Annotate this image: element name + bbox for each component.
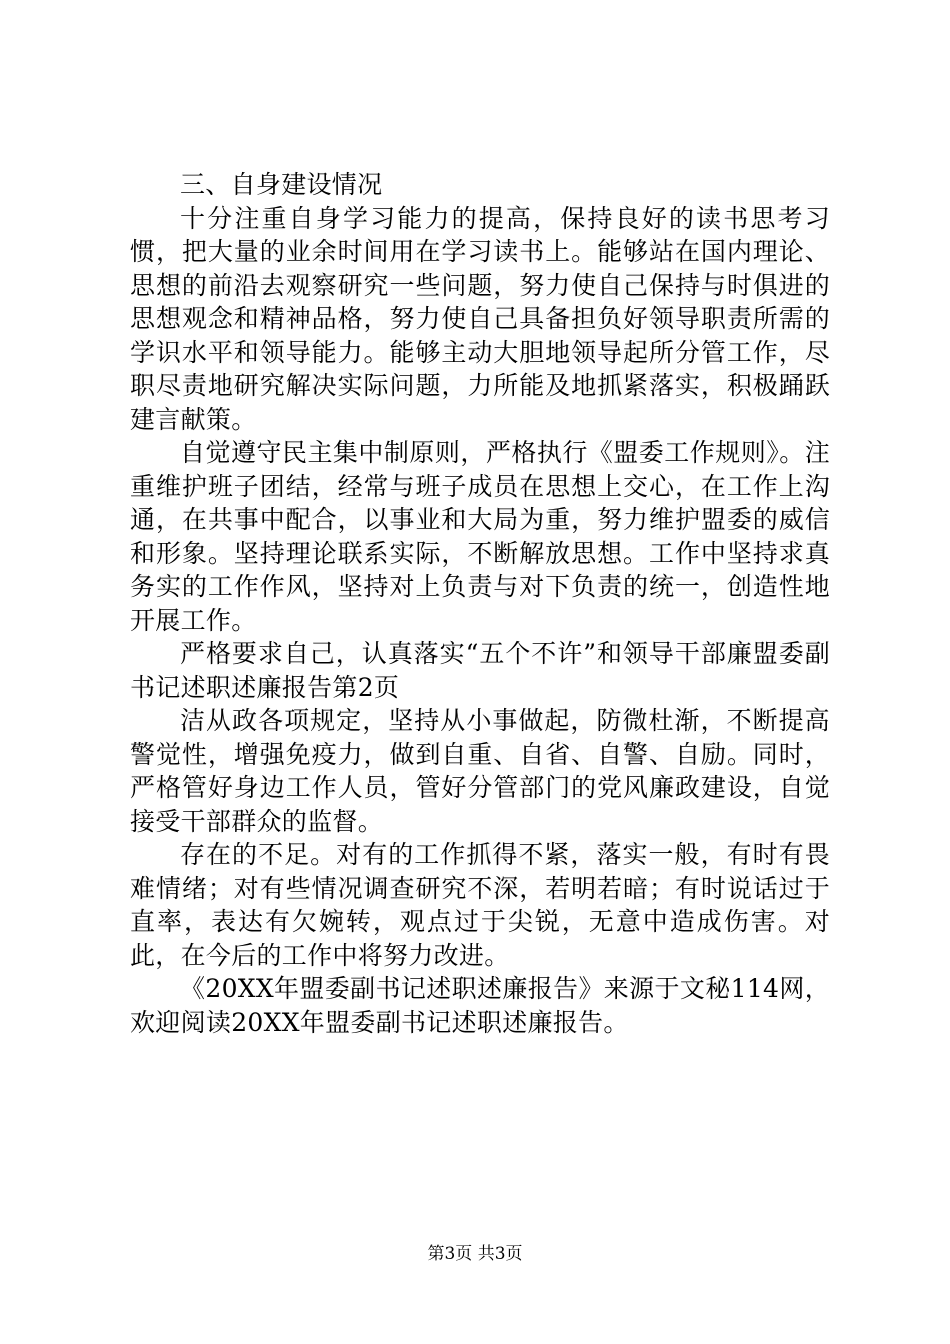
paragraph-6: 《20XX年盟委副书记述职述廉报告》来源于文秘114网，欢迎阅读20XX年盟委副书记述职述廉报告。 bbox=[130, 974, 830, 1037]
paragraph-4: 洁从政各项规定，坚持从小事做起，防微杜渐，不断提高警觉性，增强免疫力，做到自重、自省、自警、自励。同时，严格管好身边工作人员，管好分管部门的党风廉政建设，自觉接受干部群众的监督。 bbox=[130, 706, 830, 836]
section-heading: 三、自身建设情况 bbox=[180, 170, 383, 199]
paragraph-3: 严格要求自己，认真落实“五个不许”和领导干部廉盟委副书记述职述廉报告第2页 bbox=[130, 639, 830, 702]
page-footer: 第3页 共3页 bbox=[427, 1244, 523, 1264]
paragraph-5: 存在的不足。对有的工作抓得不紧，落实一般，有时有畏难情绪；对有些情况调查研究不深，若明若暗；有时说话过于直率，表达有欠婉转，观点过于尖锐，无意中造成伤害。对此，在今后的工作中将努力改进。 bbox=[130, 840, 830, 970]
document-body bbox=[130, 168, 830, 1039]
paragraph-1: 十分注重自身学习能力的提高，保持良好的读书思考习惯，把大量的业余时间用在学习读书上。能够站在国内理论、思想的前沿去观察研究一些问题，努力使自己保持与时俱进的思想观念和精神品格，努力使自己具备担负好领导职责所需的学识水平和领导能力。能够主动大胆地领导起所分管工作，尽职尽责地研究解决实际问题，力所能及地抓紧落实，积极踊跃建言献策。 bbox=[130, 203, 830, 434]
paragraph-2: 自觉遵守民主集中制原则，严格执行《盟委工作规则》。注重维护班子团结，经常与班子成员在思想上交心，在工作上沟通，在共事中配合，以事业和大局为重，努力维护盟委的威信和形象。坚持理论联系实际，不断解放思想。工作中坚持求真务实的工作作风，坚持对上负责与对下负责的统一，创造性地开展工作。 bbox=[130, 438, 830, 635]
